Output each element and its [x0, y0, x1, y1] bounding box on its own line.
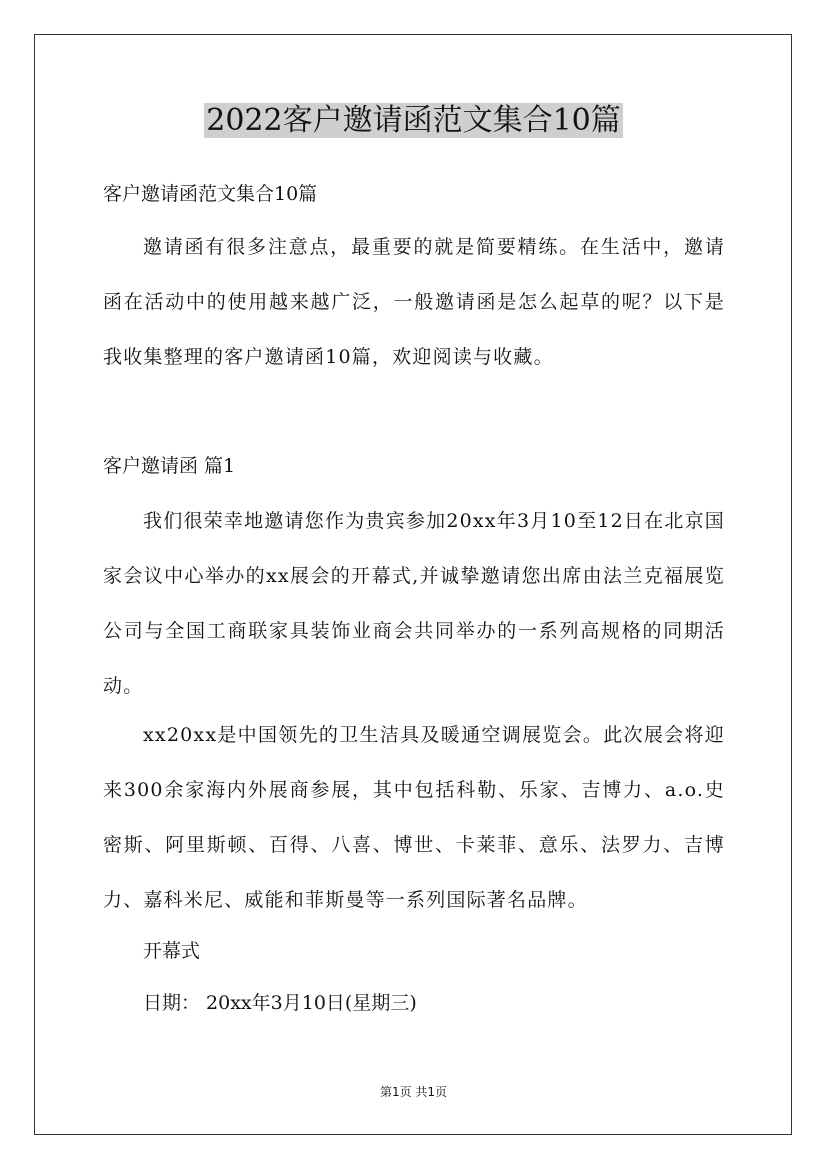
intro-paragraph: 邀请函有很多注意点，最重要的就是简要精练。在生活中，邀请函在活动中的使用越来越广泛，一般邀请函是怎么起草的呢？以下是我收集整理的客户邀请函10篇，欢迎阅读与收藏。	[103, 236, 725, 368]
body-paragraph-2: xx20xx是中国领先的卫生洁具及暖通空调展览会。此次展会将迎来300余家海内外展商参展，其中包括科勒、乐家、吉博力、a.o.史密斯、阿里斯顿、百得、八喜、博世、卡莱菲、意乐、法罗力、吉博力、嘉科米尼、威能和菲斯曼等一系列国际著名品牌。	[103, 724, 725, 911]
opening-label: 开幕式	[143, 940, 201, 962]
body-paragraph-1: 我们很荣幸地邀请您作为贵宾参加20xx年3月10至12日在北京国家会议中心举办的xx展会的开幕式,并诚挚邀请您出席由法兰克福展览公司与全国工商联家具装饰业商会共同举办的一系列高规格的同期活动。	[103, 510, 725, 697]
document-subtitle: 客户邀请函范文集合10篇	[103, 183, 318, 205]
document-title-wrapper	[0, 100, 827, 142]
section-heading: 客户邀请函 篇1	[103, 455, 236, 477]
document-title: 2022客户邀请函范文集合10篇	[206, 103, 621, 138]
date-line: 日期： 20xx年3月10日(星期三)	[143, 992, 417, 1014]
page-footer: 第1页 共1页	[379, 1085, 448, 1099]
